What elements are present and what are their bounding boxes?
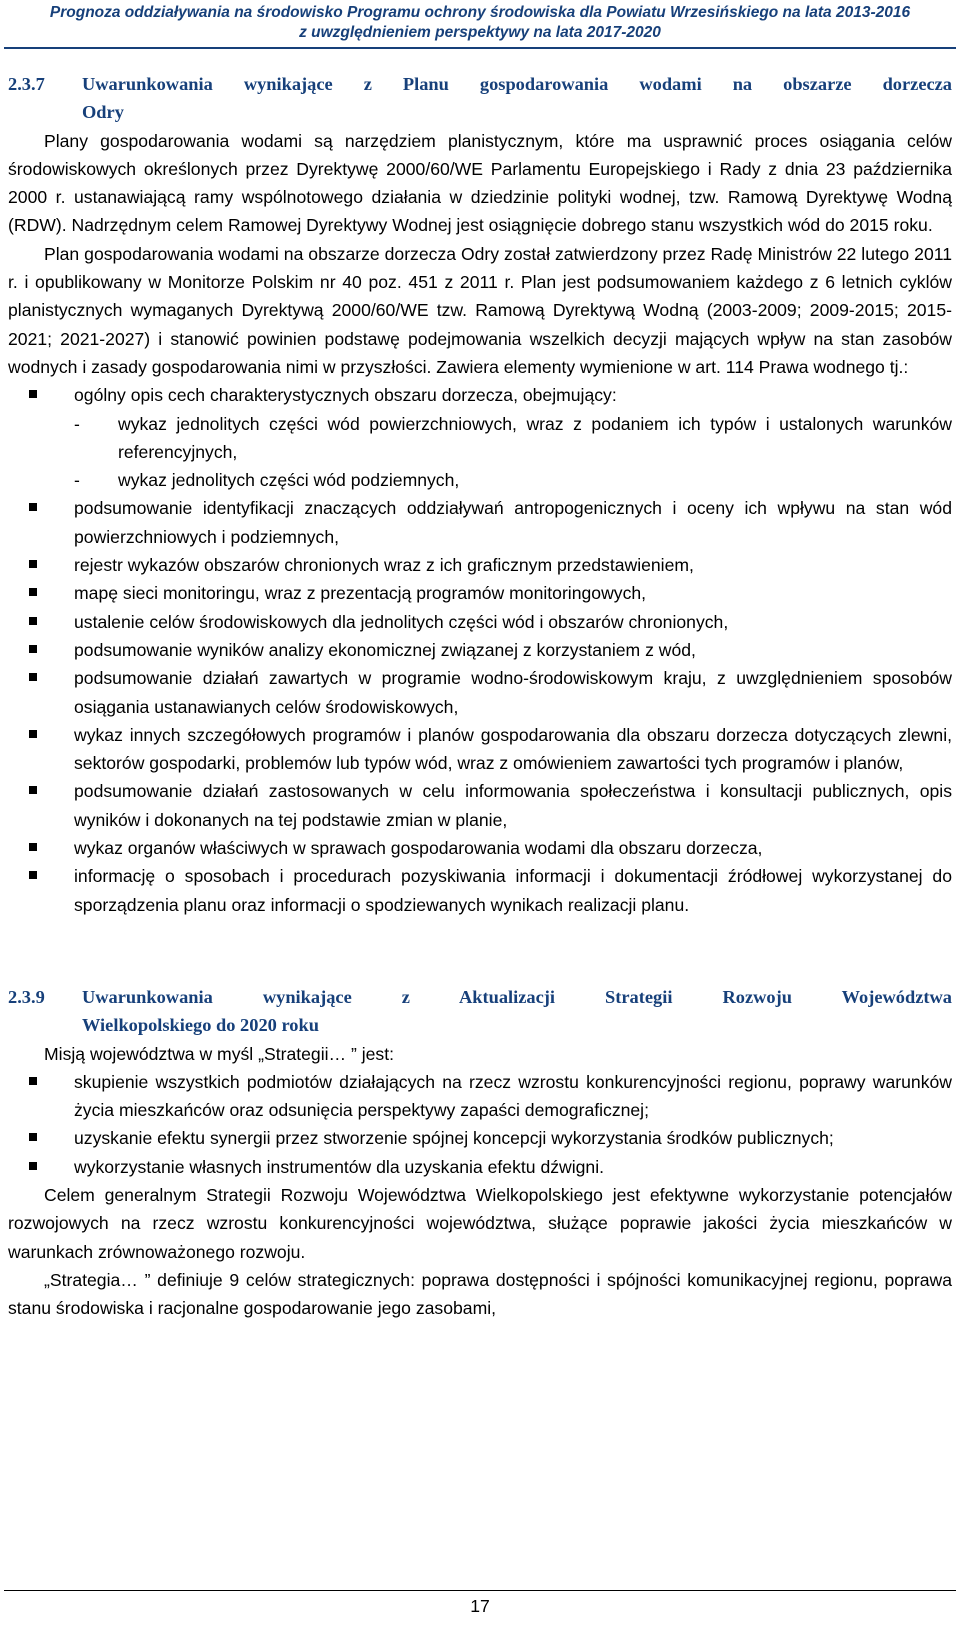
list-item: ustalenie celów środowiskowych dla jednolitych części wód i obszarów chronionych, [8, 608, 952, 636]
list-item: informację o sposobach i procedurach pozyskiwania informacji i dokumentacji źródłowej wykorzystanej do sporządzenia planu oraz informacji o spodziewanych wynikach realizacji planu. [8, 862, 952, 919]
section-title: Uwarunkowania wynikające z Aktualizacji Strategii Rozwoju Województwa [82, 986, 952, 1007]
section-title-continued: Odry [82, 102, 124, 123]
bullet-list [8, 381, 952, 919]
paragraph: Plan gospodarowania wodami na obszarze dorzecza Odry został zatwierdzony przez Radę Ministrów 22 lutego 2011 r. i opublikowany w Monitorze Polskim nr 40 poz. 451 z 2011 r. Plan jest podsumowaniem każdego z 6 letnich cyklów planistycznych wymaganych Dyrektywą 2000/60/WE tzw. Ramową Dyrektywą Wodną (2003-2009; 2009-2015; 2015-2021; 2021-2027) i stanowić powinien podstawę podejmowania wszelkich decyzji mających wpływ na stan zasobów wodnych i zasady gospodarowania nimi w przyszłości. Zawiera elementy wymienione w art. 114 Prawa wodnego tj.: [8, 243, 952, 377]
list-item: skupienie wszystkich podmiotów działających na rzecz wzrostu konkurencyjności regionu, poprawy warunków życia mieszkańców oraz odsunięcia perspektywy zapaści demograficznej; [8, 1068, 952, 1125]
list-item: wykaz innych szczegółowych programów i planów gospodarowania dla obszaru dorzecza dotyczących zlewni, sektorów gospodarki, problemów lub typów wód, wraz z omówieniem zawartości tych programów i planów, [8, 721, 952, 778]
list-item: uzyskanie efektu synergii przez stworzenie spójnej koncepcji wykorzystania środków publicznych; [8, 1124, 952, 1152]
list-item-text: ogólny opis cech charakterystycznych obszaru dorzecza, obejmujący: [74, 385, 617, 406]
section-heading-2-3-9 [8, 983, 952, 1011]
footer-divider [4, 1590, 956, 1591]
section-number: 2.3.9 [8, 986, 45, 1007]
section-number: 2.3.7 [8, 74, 45, 94]
list-item: mapę sieci monitoringu, wraz z prezentacją programów monitoringowych, [8, 579, 952, 607]
header-divider [4, 47, 956, 49]
paragraph: „Strategia… ” definiuje 9 celów strategicznych: poprawa dostępności i spójności komunikacyjnej regionu, poprawa stanu środowiska i racjonalne gospodarowanie jego zasobami, [8, 1269, 952, 1319]
header-line-1: Prognoza oddziaływania na środowisko Programu ochrony środowiska dla Powiatu Wrzesińskiego na lata 2013-2016 [49, 4, 911, 21]
paragraph: Misją województwa w myśl „Strategii… ” jest: [44, 1043, 395, 1064]
list-item: podsumowanie działań zawartych w programie wodno-środowiskowym kraju, z uwzględnieniem sposobów osiągania ustanawianych celów środowiskowych, [8, 664, 952, 721]
section-title: Uwarunkowania wynikające z Planu gospodarowania wodami na obszarze dorzecza [82, 74, 952, 94]
list-item: podsumowanie działań zastosowanych w celu informowania społeczeństwa i konsultacji publicznych, opis wyników i dokonanych na tej podstawie zmian w planie, [8, 777, 952, 834]
list-item: wykorzystanie własnych instrumentów dla uzyskania efektu dźwigni. [8, 1153, 952, 1181]
page-number: 17 [470, 1596, 490, 1616]
section-heading-2-3-7 [8, 70, 952, 98]
bullet-list [8, 1068, 952, 1181]
list-item [8, 381, 952, 494]
list-item: rejestr wykazów obszarów chronionych wraz z ich graficznym przedstawieniem, [8, 551, 952, 579]
dash-list [74, 410, 952, 495]
document-body [8, 70, 952, 1322]
section-spacer [8, 919, 952, 983]
paragraph: Plany gospodarowania wodami są narzędziem planistycznym, które ma usprawnić proces osiągania celów środowiskowych określonych przez Dyrektywę 2000/60/WE Parlamentu Europejskiego i Rady z dnia 23 października 2000 r. ustanawiającą ramy wspólnotowego działania w dziedzinie polityki wodnej, tzw. Ramową Dyrektywę Wodną (RDW). Nadrzędnym celem Ramowej Dyrektywy Wodnej jest osiągnięcie dobrego stanu wszystkich wód do 2015 roku. [8, 130, 952, 236]
header-line-2: z uwzględnieniem perspektywy na lata 2017-2020 [299, 24, 661, 41]
list-item: podsumowanie wyników analizy ekonomicznej związanej z korzystaniem z wód, [8, 636, 952, 664]
list-item: - wykaz jednolitych części wód powierzchniowych, wraz z podaniem ich typów i ustalonych warunków referencyjnych, [74, 410, 952, 467]
list-item: - wykaz jednolitych części wód podziemnych, [74, 466, 952, 494]
list-item: podsumowanie identyfikacji znaczących oddziaływań antropogenicznych i oceny ich wpływu na stan wód powierzchniowych i podziemnych, [8, 494, 952, 551]
document-header [0, 0, 960, 60]
list-item: wykaz organów właściwych w sprawach gospodarowania wodami dla obszaru dorzecza, [8, 834, 952, 862]
paragraph: Celem generalnym Strategii Rozwoju Województwa Wielkopolskiego jest efektywne wykorzystanie potencjałów rozwojowych na rzecz wzrostu konkurencyjności województwa, służące poprawie jakości życia mieszkańców w warunkach zrównoważonego rozwoju. [8, 1184, 952, 1262]
section-title-continued: Wielkopolskiego do 2020 roku [82, 1015, 319, 1036]
